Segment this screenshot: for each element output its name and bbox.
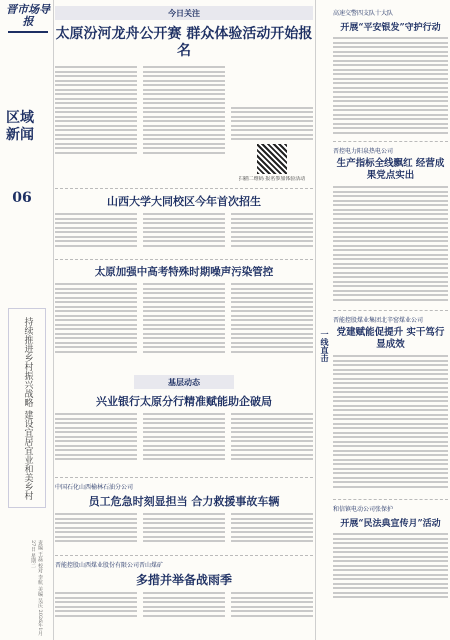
- story-headline: 员工危急时刻显担当 合力救援事故车辆: [88, 495, 280, 508]
- side-column: [333, 0, 448, 640]
- issue-meta: 责编 王磊 校对 李航 美编 吴庆 2026年1月27日 星期二: [30, 540, 43, 636]
- main-column: [55, 0, 313, 640]
- lead-body: [55, 66, 313, 184]
- section-title: 区域新闻: [6, 110, 34, 143]
- story-kicker: 晋能控股山西煤业股份有限公司晋山煤矿: [55, 562, 164, 569]
- lead-text-col-3: [231, 66, 313, 184]
- section-tab: 一线直击: [320, 330, 330, 362]
- page-number: 06: [12, 190, 32, 206]
- qr-caption: 扫描二维码 报名参加体验活动: [238, 176, 306, 183]
- masthead-logo: 晋市场导报: [6, 3, 50, 28]
- story-kicker: 中国石化山西榆林石油分公司: [55, 484, 134, 491]
- side-headline: 生产指标全线飘红 经营成果党点实出: [336, 158, 445, 181]
- side-headline: 开展“平安银发”守护行动: [340, 23, 441, 33]
- column-divider-left: [53, 0, 54, 640]
- slogan-box: [8, 308, 46, 508]
- lead-text-col-1: [55, 66, 137, 184]
- side-headline: 党建赋能促提升 实干笃行显成效: [336, 327, 445, 350]
- story-headline: 山西大学大同校区今年首次招生: [107, 195, 261, 208]
- side-kicker: 高速交警四支队十大队: [333, 10, 394, 17]
- slogan-text: 持续推进乡村振兴战略 建设宜居宜业和美乡村: [22, 316, 33, 500]
- masthead-rule: [8, 31, 48, 33]
- side-headline: 开展“民法典宣传月”活动: [340, 519, 441, 529]
- lead-headline: 太原汾河龙舟公开赛 群众体验活动开始报名: [55, 26, 313, 59]
- story-headline: 太原加强中高考特殊时期噪声污染管控: [94, 266, 274, 278]
- story-headline: 兴业银行太原分行精准赋能助企破局: [96, 395, 272, 408]
- column-divider-right: [315, 0, 316, 640]
- side-kicker: 和信镇电动公司张保护: [333, 506, 394, 513]
- story-headline: 多措并举备战雨季: [135, 573, 232, 587]
- masthead: [4, 4, 52, 36]
- grassroots-tag: 基层动态: [134, 375, 234, 389]
- side-kicker: 晋控电力阳泉热电公司: [333, 148, 394, 155]
- side-kicker: 晋能控股煤业集团北辛窑煤业公司: [333, 317, 424, 324]
- qr-code[interactable]: [257, 144, 287, 174]
- lead-text-col-2: [143, 66, 225, 184]
- today-focus-tag: 今日关注: [55, 6, 313, 20]
